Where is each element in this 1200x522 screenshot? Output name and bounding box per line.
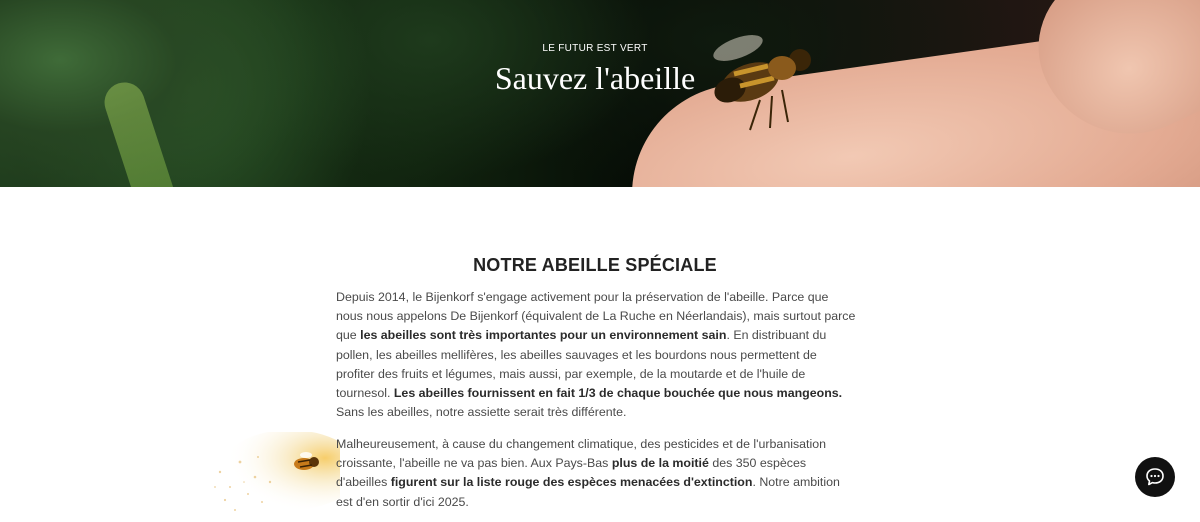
hero-banner <box>0 0 1200 187</box>
intro-paragraph <box>336 288 856 422</box>
body-text: . En distribuant du pollen, les abeilles mellifères, les abeilles sauvages et les bourdons nous permettent de profiter des fruits et légumes, mais aussi, par exemple, de la moutarde et de l'huile de tournesol. <box>336 328 827 401</box>
chat-bubble-icon <box>1145 467 1165 487</box>
emphasis-text: plus de la moitié <box>611 456 709 471</box>
body-text: . Notre ambition est d'en sortir d'ici 2025. <box>336 475 840 509</box>
section-title: NOTRE ABEILLE SPÉCIALE <box>473 255 717 275</box>
threat-paragraph <box>336 435 856 512</box>
chat-button[interactable] <box>1135 457 1175 497</box>
bee-icon <box>200 432 340 522</box>
body-text: Malheureusement, à cause du changement climatique, des pesticides et de l'urbanisation croissante, l'abeille ne va pas bien. Aux Pays-Bas <box>336 437 827 471</box>
emphasis-text: les abeilles sont très importantes pour un environnement sain <box>360 328 727 343</box>
body-text: Depuis 2014, le Bijenkorf s'engage activement pour la préservation de l'abeille. Parce que nous nous appelons De Bijenkorf (équivalent de La Ruche en Néerlandais), mais surtout parce que <box>336 290 856 343</box>
emphasis-text: Les abeilles fournissent en fait 1/3 de chaque bouchée que nous mangeons. <box>393 386 843 401</box>
emphasis-text: figurent sur la liste rouge des espèces menacées d'extinction <box>390 475 753 490</box>
body-text: des 350 espèces d'abeilles <box>336 456 807 490</box>
body-text: Sans les abeilles, notre assiette serait très différente. <box>336 405 627 420</box>
page-title: Sauvez l'abeille <box>494 60 696 96</box>
hero-kicker: LE FUTUR EST VERT <box>542 43 648 54</box>
